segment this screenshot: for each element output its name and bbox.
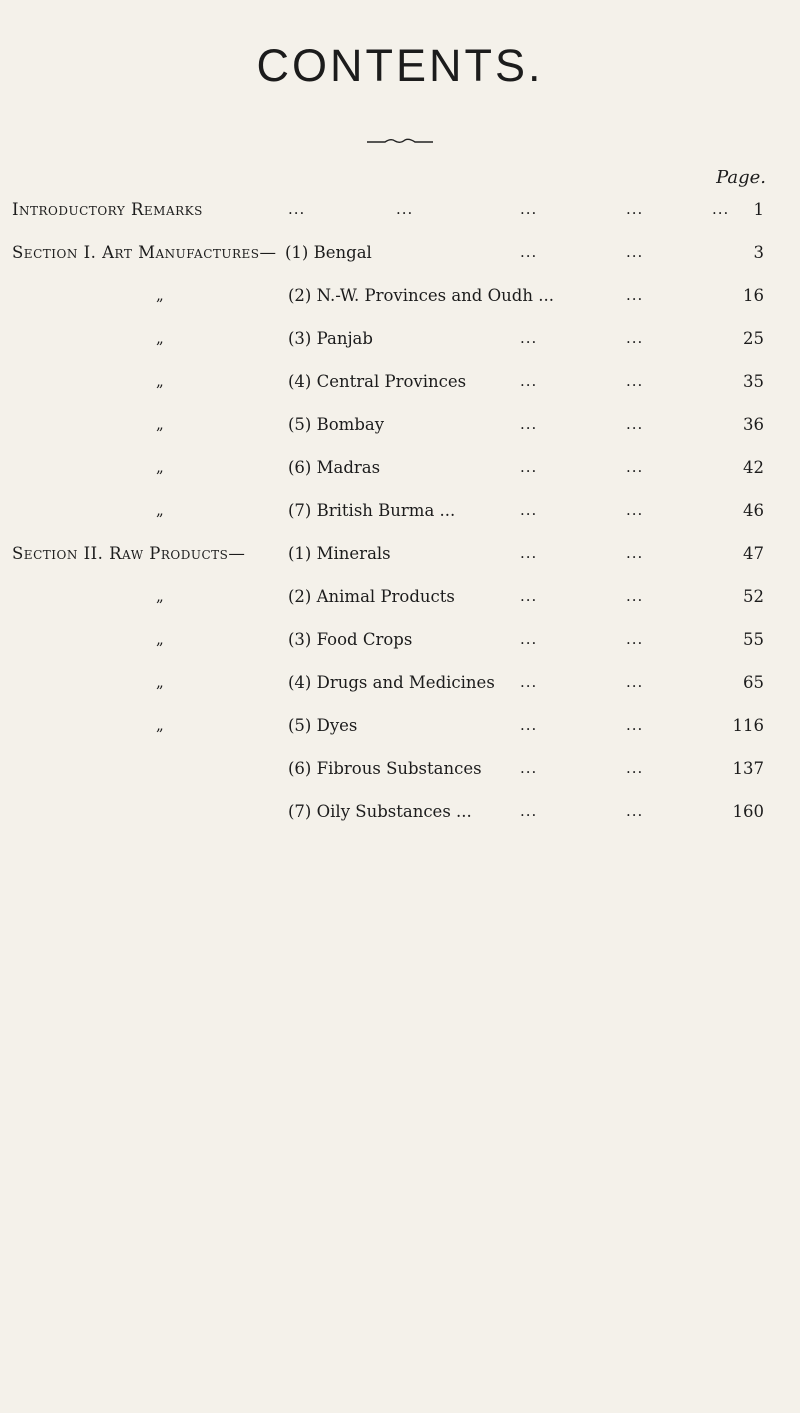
toc-row	[0, 544, 800, 570]
toc-ditto-mark: „	[156, 716, 164, 734]
toc-leader-dots: ...	[520, 630, 538, 648]
toc-row	[0, 415, 800, 441]
toc-row	[0, 372, 800, 398]
toc-page-number: 65	[743, 673, 764, 692]
toc-page-number: 35	[743, 372, 764, 391]
toc-leader-dots: ...	[520, 544, 538, 562]
toc-page-number: 55	[743, 630, 764, 649]
ornament-divider	[365, 136, 435, 146]
toc-leader-dots: ...	[520, 415, 538, 433]
toc-entry: (6) Fibrous Substances	[288, 759, 482, 778]
toc-row	[0, 802, 800, 828]
toc-ditto-mark: „	[156, 286, 164, 304]
toc-ditto-mark: „	[156, 372, 164, 390]
toc-leader-dots: ...	[626, 286, 644, 304]
toc-entry: (4) Central Provinces	[288, 372, 467, 391]
toc-leader-dots: ...	[520, 329, 538, 347]
toc-page-number: 137	[732, 759, 764, 778]
toc-row	[0, 286, 800, 312]
toc-page-number: 52	[743, 587, 764, 606]
toc-page-number: 3	[753, 243, 764, 262]
toc-section-label: Section II. Raw Products—	[12, 544, 246, 563]
toc-leader-dots: ...	[520, 243, 538, 261]
toc-page-number: 16	[743, 286, 764, 305]
toc-row	[0, 630, 800, 656]
toc-leader-dots: ...	[626, 458, 644, 476]
toc-page-number: 46	[743, 501, 764, 520]
toc-ditto-mark: „	[156, 501, 164, 519]
toc-leader-dots: ...	[520, 673, 538, 691]
toc-row	[0, 329, 800, 355]
toc-ditto-mark: „	[156, 329, 164, 347]
toc-entry: (1) Bengal	[285, 243, 372, 262]
toc-leader-dots: ...	[626, 587, 644, 605]
toc-section-label: Section I. Art Manufactures—	[12, 243, 277, 262]
page-title: CONTENTS.	[256, 40, 544, 91]
toc-page-number: 25	[743, 329, 764, 348]
toc-leader-dots: ...	[520, 759, 538, 777]
toc-leader-dots: ...	[520, 587, 538, 605]
toc-leader-dots: ...	[626, 544, 644, 562]
toc-row	[0, 587, 800, 613]
toc-ditto-mark: „	[156, 673, 164, 691]
toc-page-number: 36	[743, 415, 764, 434]
toc-entry: (5) Bombay	[288, 415, 385, 434]
toc-entry: (7) British Burma ...	[288, 501, 456, 520]
toc-leader-dots: ...	[626, 200, 644, 218]
toc-row	[0, 501, 800, 527]
toc-row	[0, 243, 800, 269]
toc-leader-dots: ...	[626, 716, 644, 734]
toc-row	[0, 458, 800, 484]
toc-page-number: 1	[753, 200, 764, 219]
toc-ditto-mark: „	[156, 587, 164, 605]
toc-leader-dots: ...	[626, 329, 644, 347]
toc-section-label: Introductory Remarks	[12, 200, 203, 219]
toc-leader-dots: ...	[520, 802, 538, 820]
toc-leader-dots: ...	[626, 802, 644, 820]
toc-leader-dots: ...	[520, 200, 538, 218]
toc-leader-dots: ...	[626, 243, 644, 261]
toc-leader-dots: ...	[288, 200, 306, 218]
toc-page-number: 42	[743, 458, 764, 477]
toc-leader-dots: ...	[626, 630, 644, 648]
toc-row	[0, 673, 800, 699]
toc-page-number: 116	[732, 716, 764, 735]
toc-entry: (3) Panjab	[288, 329, 373, 348]
toc-leader-dots: ...	[520, 458, 538, 476]
toc-leader-dots: ...	[396, 200, 414, 218]
toc-leader-dots: ...	[520, 501, 538, 519]
toc-page-number: 160	[732, 802, 764, 821]
toc-entry: (6) Madras	[288, 458, 381, 477]
toc-entry: (3) Food Crops	[288, 630, 413, 649]
toc-row	[0, 716, 800, 742]
toc-row	[0, 200, 800, 226]
toc-leader-dots: ...	[626, 415, 644, 433]
toc-entry: (5) Dyes	[288, 716, 358, 735]
toc-entry: (1) Minerals	[288, 544, 391, 563]
toc-leader-dots: ...	[626, 673, 644, 691]
toc-leader-dots: ...	[520, 716, 538, 734]
toc-row	[0, 759, 800, 785]
toc-page-number: 47	[743, 544, 764, 563]
toc-ditto-mark: „	[156, 630, 164, 648]
toc-leader-dots: ...	[626, 759, 644, 777]
toc-leader-dots: ...	[626, 501, 644, 519]
toc-leader-dots: ...	[520, 372, 538, 390]
toc-ditto-mark: „	[156, 458, 164, 476]
toc-entry: (2) Animal Products	[288, 587, 455, 606]
toc-ditto-mark: „	[156, 415, 164, 433]
toc-entry: (7) Oily Substances ...	[288, 802, 472, 821]
page-column-header: Page.	[716, 167, 766, 188]
toc-leader-dots: ...	[626, 372, 644, 390]
toc-leader-dots: ...	[712, 200, 730, 218]
toc-entry: (4) Drugs and Medicines	[288, 673, 495, 692]
toc-entry: (2) N.-W. Provinces and Oudh ...	[288, 286, 554, 305]
